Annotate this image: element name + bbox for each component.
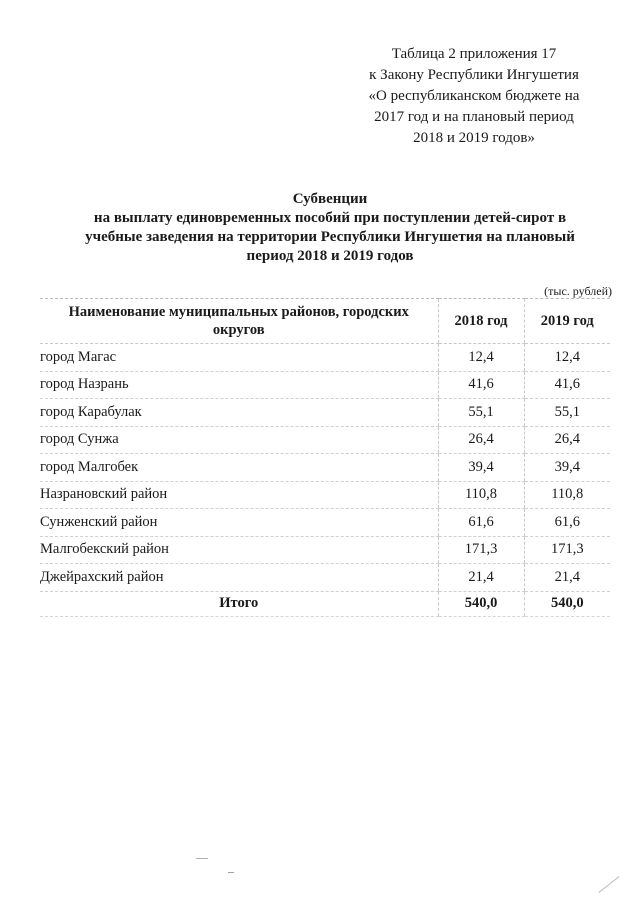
title-line: Субвенции [292, 191, 368, 207]
row-value-2019: 12,4 [524, 344, 610, 372]
row-name: город Магас [40, 344, 438, 372]
title-line: учебные заведения на территории Республики Ингушетия на плановый [85, 229, 575, 245]
table-row [40, 399, 610, 427]
header-line: к Закону Республики Ингушетия [369, 67, 579, 83]
row-value-2018: 171,3 [438, 536, 524, 564]
row-value-2019: 39,4 [524, 454, 610, 482]
column-header-name [40, 299, 438, 344]
row-value-2019: 26,4 [524, 426, 610, 454]
row-value-2019: 171,3 [524, 536, 610, 564]
row-value-2019: 41,6 [524, 371, 610, 399]
table-header-row [40, 299, 610, 344]
row-value-2018: 21,4 [438, 564, 524, 592]
row-value-2019: 110,8 [524, 481, 610, 509]
table-total-row [40, 591, 610, 616]
scan-mark [598, 876, 619, 893]
column-header-name-line: Наименование муниципальных районов, городских [68, 304, 409, 320]
row-value-2019: 21,4 [524, 564, 610, 592]
row-name: Назрановский район [40, 481, 438, 509]
header-line: 2018 и 2019 годов» [413, 130, 535, 146]
column-header-2018: 2018 год [438, 299, 524, 344]
row-name: город Назрань [40, 371, 438, 399]
row-name: Сунженский район [40, 509, 438, 537]
total-label: Итого [40, 591, 438, 616]
row-name: Малгобекский район [40, 536, 438, 564]
row-value-2018: 61,6 [438, 509, 524, 537]
total-value-2019: 540,0 [524, 591, 610, 616]
column-header-name-line: округов [212, 322, 265, 338]
table-row [40, 454, 610, 482]
scan-mark [196, 858, 208, 859]
row-value-2018: 55,1 [438, 399, 524, 427]
row-name: город Малгобек [40, 454, 438, 482]
table-row [40, 371, 610, 399]
total-value-2018: 540,0 [438, 591, 524, 616]
header-line: Таблица 2 приложения 17 [391, 46, 557, 62]
title-line: период 2018 и 2019 годов [246, 248, 414, 264]
table-row [40, 509, 610, 537]
subventions-table [40, 298, 610, 617]
row-value-2018: 39,4 [438, 454, 524, 482]
title-line: на выплату единовременных пособий при поступлении детей-сирот в [93, 210, 567, 226]
units-label: (тыс. рублей) [544, 284, 612, 298]
row-name: город Сунжа [40, 426, 438, 454]
row-value-2018: 110,8 [438, 481, 524, 509]
row-name: город Карабулак [40, 399, 438, 427]
row-value-2018: 41,6 [438, 371, 524, 399]
row-value-2019: 55,1 [524, 399, 610, 427]
row-value-2019: 61,6 [524, 509, 610, 537]
document-title [60, 190, 600, 266]
table-row [40, 344, 610, 372]
scan-mark [228, 872, 234, 873]
table-row [40, 426, 610, 454]
header-line: 2017 год и на плановый период [374, 109, 574, 125]
row-name: Джейрахский район [40, 564, 438, 592]
row-value-2018: 26,4 [438, 426, 524, 454]
table-row [40, 564, 610, 592]
column-header-2019: 2019 год [524, 299, 610, 344]
row-value-2018: 12,4 [438, 344, 524, 372]
header-line: «О республиканском бюджете на [368, 88, 580, 104]
table-row [40, 481, 610, 509]
document-header [340, 44, 608, 149]
table-row [40, 536, 610, 564]
